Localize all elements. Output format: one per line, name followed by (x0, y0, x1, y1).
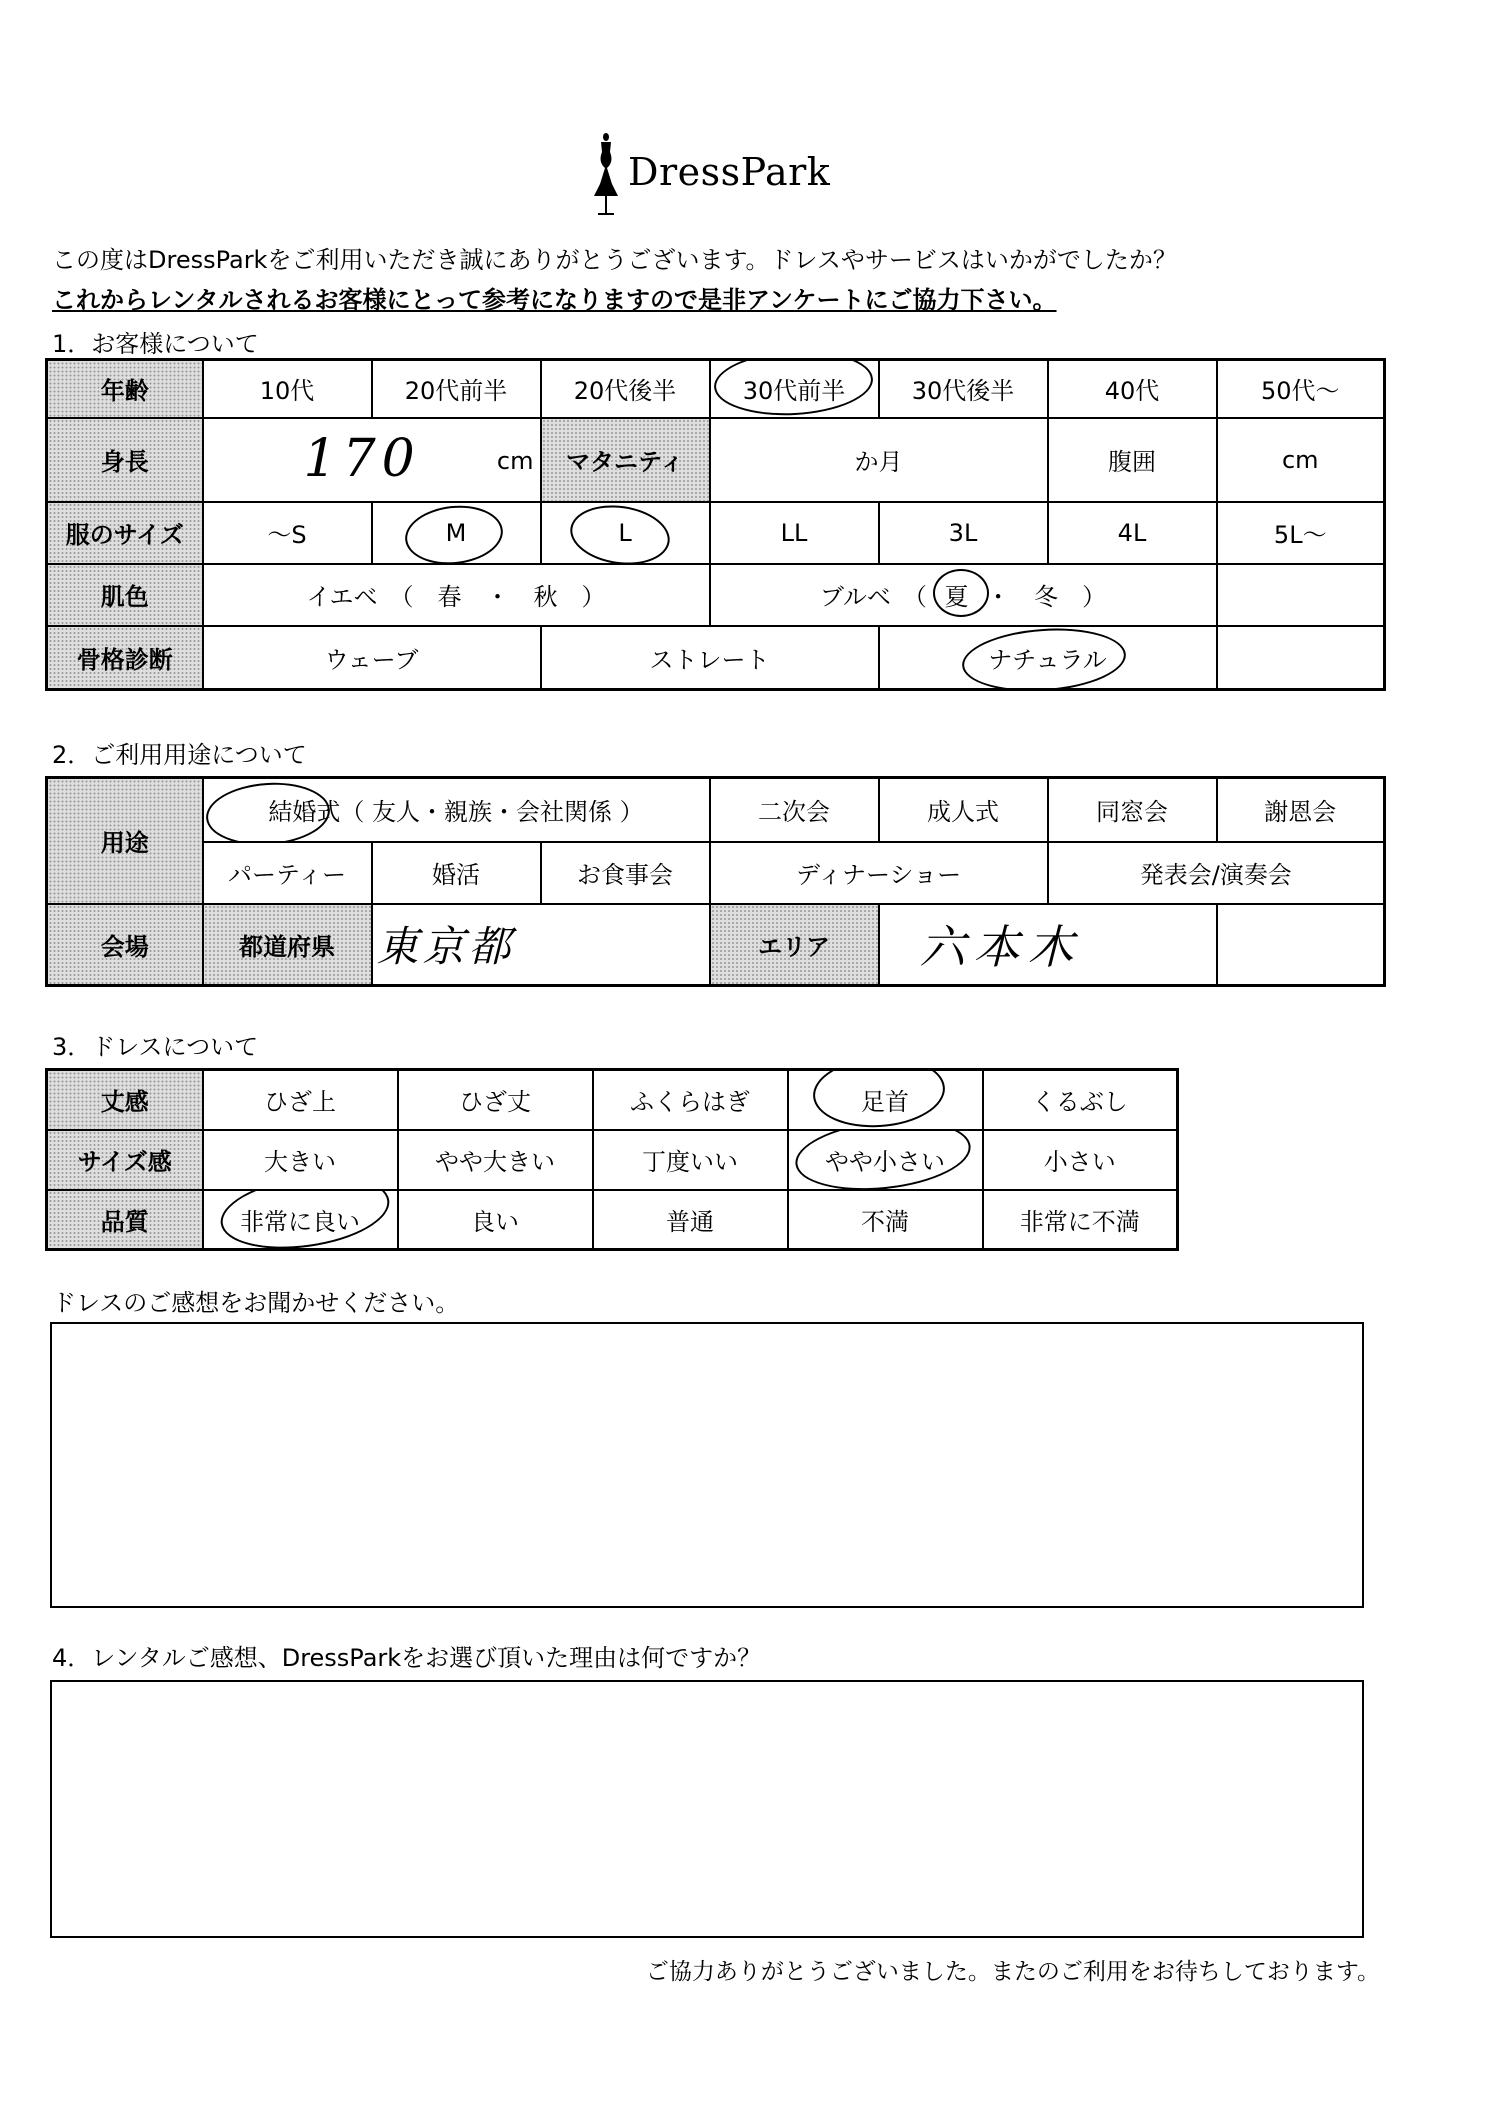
quality-label: 品質 (47, 1190, 203, 1250)
fit-option[interactable]: 丁度いい (593, 1130, 788, 1190)
fit-option[interactable]: 大きい (203, 1130, 398, 1190)
maternity-months-field[interactable] (710, 418, 1048, 502)
size-label: 服のサイズ (47, 502, 203, 564)
quality-option-label: 非常に良い (240, 1207, 360, 1236)
age-label: 年齢 (47, 360, 203, 418)
length-option-label: 足首 (861, 1088, 909, 1117)
fit-option[interactable]: 小さい (983, 1130, 1178, 1190)
usage-table (45, 776, 1386, 987)
fit-option-label: やや小さい (825, 1148, 945, 1176)
frame-option[interactable]: ストレート (541, 626, 879, 690)
area-field[interactable] (879, 904, 1217, 986)
quality-option[interactable]: 非常に不満 (983, 1190, 1178, 1250)
usage-option[interactable]: お食事会 (541, 842, 710, 904)
length-option[interactable]: ふくらはぎ (593, 1070, 788, 1130)
area-value: 六本木 (919, 920, 1082, 975)
prefecture-field[interactable] (372, 904, 710, 986)
length-option[interactable]: くるぶし (983, 1070, 1178, 1130)
height-field[interactable] (203, 418, 541, 502)
dress-comment-box[interactable] (50, 1322, 1364, 1608)
age-option[interactable]: 20代前半 (372, 360, 541, 418)
height-unit: cm (496, 446, 534, 475)
skin-yellow-option[interactable]: イエベ （ 春 ・ 秋 ） (203, 564, 710, 626)
usage-option[interactable]: 発表会/演奏会 (1048, 842, 1385, 904)
usage-label: 用途 (47, 778, 203, 904)
size-option-selected[interactable] (372, 502, 541, 564)
usage-option[interactable]: ディナーショー (710, 842, 1048, 904)
empty-cell (1217, 564, 1385, 626)
height-value: 170 (303, 428, 421, 489)
size-option[interactable]: 3L (879, 502, 1048, 564)
skin-blue-prefix: ブルベ （ (819, 583, 927, 611)
fit-option[interactable]: やや大きい (398, 1130, 593, 1190)
size-option[interactable]: 4L (1048, 502, 1217, 564)
reason-answer-box[interactable] (50, 1680, 1364, 1938)
skin-blue-option[interactable] (710, 564, 1217, 626)
area-label: エリア (710, 904, 879, 986)
quality-option[interactable]: 良い (398, 1190, 593, 1250)
quality-option-selected[interactable] (203, 1190, 398, 1250)
age-option[interactable]: 10代 (203, 360, 372, 418)
age-option-label: 30代前半 (742, 377, 846, 406)
size-option[interactable]: LL (710, 502, 879, 564)
age-option-selected[interactable] (710, 360, 879, 418)
length-option[interactable]: ひざ上 (203, 1070, 398, 1130)
frame-label: 骨格診断 (47, 626, 203, 690)
dress-form-icon (590, 132, 622, 216)
size-option-selected[interactable] (541, 502, 710, 564)
usage-option[interactable]: 成人式 (879, 778, 1048, 842)
months-unit: か月 (854, 448, 903, 476)
skin-summer-label: 夏 (944, 583, 969, 611)
skin-blue-suffix: ・ 冬 ） (986, 583, 1107, 611)
fit-label: サイズ感 (47, 1130, 203, 1190)
frame-option-selected[interactable] (879, 626, 1217, 690)
dress-comment-prompt: ドレスのご感想をお聞かせください。 (52, 1289, 460, 1317)
length-option[interactable]: ひざ丈 (398, 1070, 593, 1130)
usage-option[interactable]: 二次会 (710, 778, 879, 842)
usage-option[interactable]: 同窓会 (1048, 778, 1217, 842)
length-label: 丈感 (47, 1070, 203, 1130)
waist-field[interactable] (1217, 418, 1385, 502)
intro-text: この度はDressParkをご利用いただき誠にありがとうございます。ドレスやサービスはいかがでしたか？ (52, 246, 1177, 274)
quality-option[interactable]: 不満 (788, 1190, 983, 1250)
usage-wedding-option[interactable] (203, 778, 710, 842)
empty-cell (1217, 626, 1385, 690)
quality-option[interactable]: 普通 (593, 1190, 788, 1250)
logo (590, 128, 830, 220)
section2-title: 2．ご利用用途について (52, 741, 307, 769)
section1-title: 1．お客様について (52, 330, 259, 358)
customer-table (45, 358, 1386, 691)
size-option[interactable]: 5L～ (1217, 502, 1385, 564)
height-label: 身長 (47, 418, 203, 502)
skin-summer-selected (945, 577, 969, 612)
age-option[interactable]: 50代～ (1217, 360, 1385, 418)
section4-title: 4．レンタルご感想、DressParkをお選び頂いた理由は何ですか？ (52, 1644, 762, 1672)
usage-wedding-label: 結婚式（ 友人・親族・会社関係 ） (268, 798, 644, 827)
section3-title: 3．ドレスについて (52, 1033, 259, 1061)
frame-option[interactable]: ウェーブ (203, 626, 541, 690)
dress-table (45, 1068, 1179, 1251)
maternity-label: マタニティ (541, 418, 710, 502)
age-option[interactable]: 30代後半 (879, 360, 1048, 418)
fit-option-selected[interactable] (788, 1130, 983, 1190)
size-option-label: M (445, 518, 467, 547)
usage-option[interactable]: 婚活 (372, 842, 541, 904)
prefecture-value: 東京都 (376, 922, 515, 972)
size-option[interactable]: ～S (203, 502, 372, 564)
empty-cell (1217, 904, 1385, 986)
skin-label: 肌色 (47, 564, 203, 626)
brand-name: DressPark (628, 150, 831, 194)
venue-label: 会場 (47, 904, 203, 986)
age-option[interactable]: 40代 (1048, 360, 1217, 418)
length-option-selected[interactable] (788, 1070, 983, 1130)
closing-message: ご協力ありがとうございました。またのご利用をお待ちしております。 (645, 1959, 1380, 1985)
usage-option[interactable]: 謝恩会 (1217, 778, 1385, 842)
usage-option[interactable]: パーティー (203, 842, 372, 904)
age-option[interactable]: 20代後半 (541, 360, 710, 418)
size-option-label: L (618, 518, 632, 547)
waist-label: 腹囲 (1048, 418, 1217, 502)
intro-request: これからレンタルされるお客様にとって参考になりますので是非アンケートにご協力下さい。 (52, 286, 1057, 314)
frame-option-label: ナチュラル (988, 645, 1107, 674)
prefecture-label: 都道府県 (203, 904, 372, 986)
waist-unit: cm (1281, 445, 1319, 474)
